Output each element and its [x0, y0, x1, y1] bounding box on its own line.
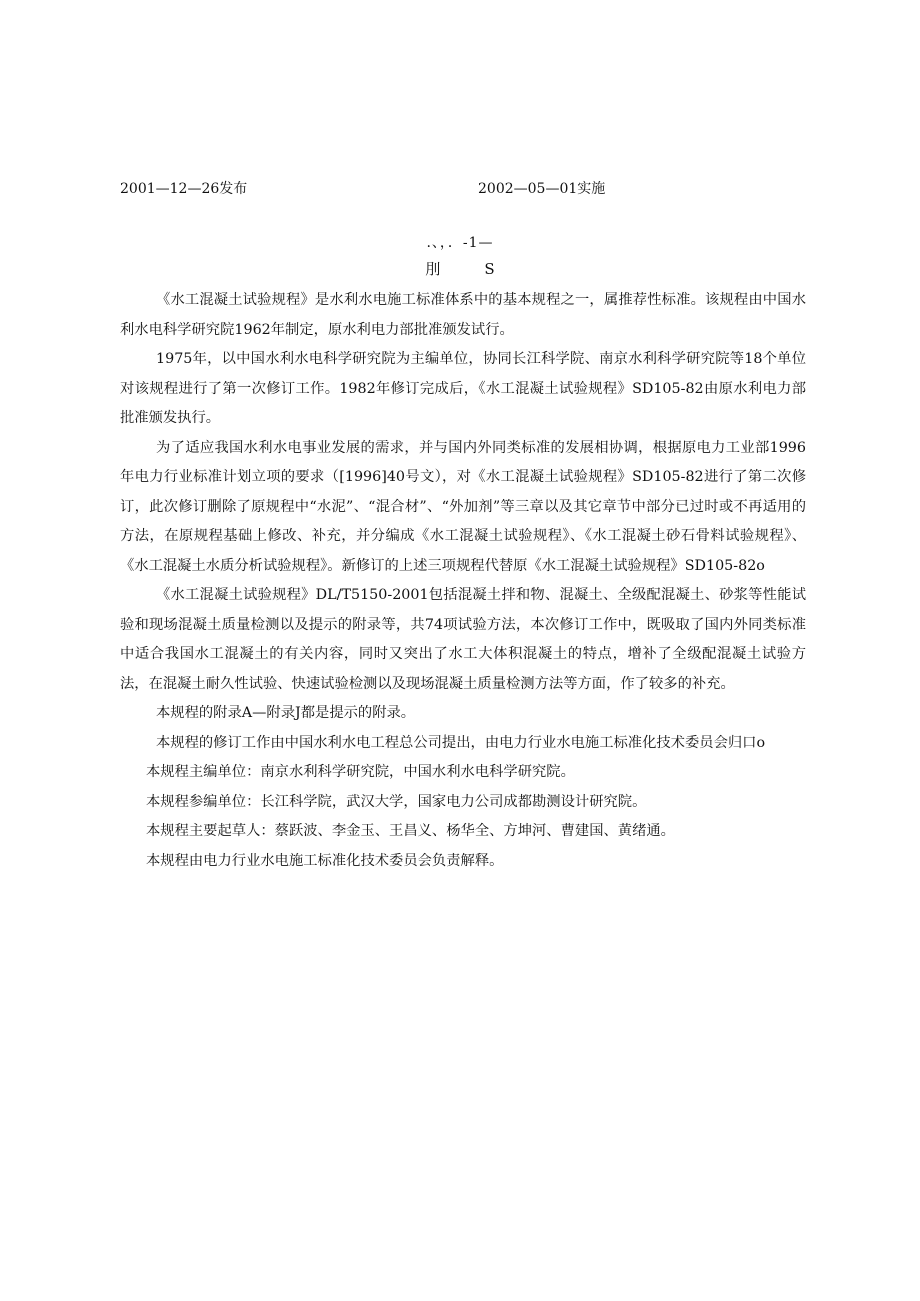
publish-date: 2001—12—26发布 — [120, 181, 248, 197]
date-row — [120, 178, 820, 200]
section-heading — [0, 258, 920, 279]
heading-char-1: 刖 — [425, 260, 441, 278]
heading-char-2: S — [484, 260, 495, 278]
paragraph-9: 本规程主要起草人：蔡跃波、李金玉、王昌义、杨华全、方坤河、曹建国、黄绪通。 — [146, 823, 675, 839]
effective-date: 2002—05—01实施 — [478, 181, 606, 197]
page-number-mark: .、，．-1— — [426, 235, 494, 251]
body-text — [120, 286, 806, 876]
paragraph-8: 本规程参编单位：长江科学院，武汉大学，国家电力公司成都勘测设计研究院。 — [146, 793, 647, 810]
paragraph-1: 《水工混凝土试验规程》是水利水电施工标准体系中的基本规程之一，属推荐性标准。该规程由中国水利水电科学研究院1962年制定，原水利电力部批准颁发试行。 — [120, 292, 806, 338]
paragraph-7: 本规程主编单位：南京水利科学研究院，中国水利水电科学研究院。 — [146, 764, 575, 780]
paragraph-2: 1975年，以中国水利水电科学研究院为主编单位，协同长江科学院、南京水利科学研究院等18个单位对该规程进行了第一次修订工作。1982年修订完成后，《水工混凝土试验规程》SD105-82由原水利电力部批准颁发执行。 — [120, 351, 806, 426]
paragraph-4: 《水工混凝土试验规程》DL/T5150-2001包括混凝土拌和物、混凝土、全级配混凝土、砂浆等性能试验和现场混凝土质量检测以及提示的附录等，共74项试验方法，本次修订工作中，既吸取了国内外同类标准中适合我国水工混凝土的有关内容，同时又突出了水工大体积混凝土的特点，增补了全级配混凝土试验方法，在混凝土耐久性试验、快速试验检测以及现场混凝土质量检测方法等方面，作了较多的补充。 — [120, 587, 806, 692]
paragraph-5: 本规程的附录A—附录J都是提示的附录。 — [156, 705, 416, 721]
paragraph-3: 为了适应我国水利水电事业发展的需求，并与国内外同类标准的发展相协调，根据原电力工业部1996年电力行业标准计划立项的要求（[1996]40号文），对《水工混凝土试验规程》SD105-82进行了第二次修订，此次修订删除了原规程中“水泥”、“混合材”、“外加剂”等三章以及其它章节中部分已过时或不再适用的方法，在原规程基础上修改、补充，并分编成《水工混凝土试验规程》、《水工混凝土砂石骨料试验规程》、《水工混凝土水质分析试验规程》。新修订的上述三项规程代替原《水工混凝土试验规程》SD105-82o — [120, 439, 806, 574]
paragraph-10: 本规程由电力行业水电施工标准化技术委员会负责解释。 — [146, 852, 504, 869]
paragraph-6: 本规程的修订工作由中国水利水电工程总公司提出，由电力行业水电施工标准化技术委员会归口o — [156, 734, 766, 751]
